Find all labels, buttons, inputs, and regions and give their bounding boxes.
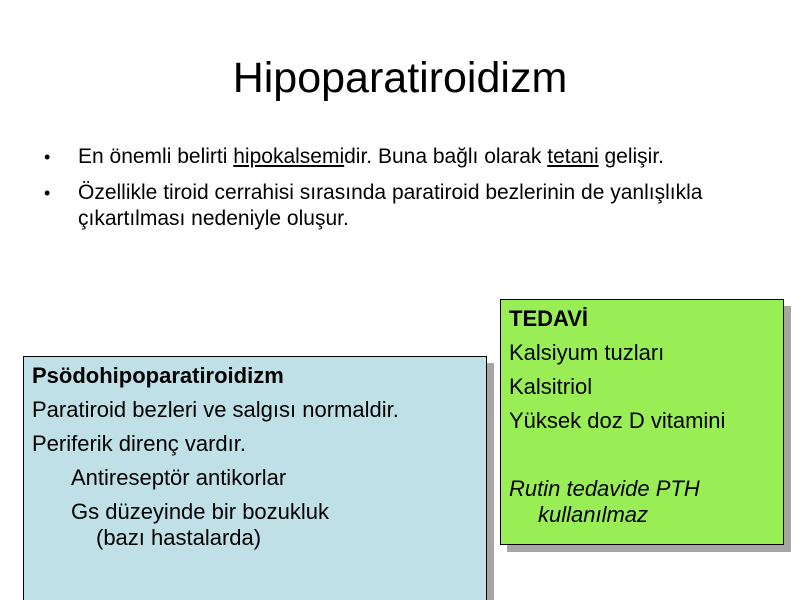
slide-title: Hipoparatiroidizm: [232, 54, 568, 102]
left-box-heading: Psödohipoparatiroidizm: [32, 363, 284, 388]
bullet-1-post: gelişir.: [598, 145, 664, 168]
bullet-1-pre: En önemli belirti: [78, 145, 234, 168]
bullet-dot-icon: •: [44, 183, 51, 203]
bullet-2-text: Özellikle tiroid cerrahisi sırasında paratiroid bezlerinin de yanlışlıkla çıkartılması nedeniyle oluşur.: [78, 181, 703, 230]
bullet-item-1: [44, 144, 764, 170]
left-box-sub-2-cont: (bazı hastalarda): [96, 525, 262, 550]
pseudohypoparathyroidism-box: [23, 356, 487, 600]
bullet-list: [44, 144, 764, 242]
bullet-1-mid: dir. Buna bağlı olarak: [344, 145, 548, 168]
right-box-line-3: Yüksek doz D vitamini: [509, 408, 726, 433]
right-box-line-2: Kalsitriol: [509, 374, 593, 399]
left-box-line-1: Paratiroid bezleri ve salgısı normaldir.: [32, 397, 399, 422]
right-box-spacer: [509, 438, 783, 472]
left-box-sub-2: Gs düzeyinde bir bozukluk: [71, 499, 330, 524]
hipokalsemi-link[interactable]: hipokalsemi: [233, 145, 345, 168]
bullet-item-2: [44, 180, 764, 232]
treatment-box: [500, 299, 784, 545]
bullet-dot-icon: •: [44, 147, 51, 167]
left-box-sub-1: Antireseptör antikorlar: [71, 465, 287, 490]
right-box-note-cont: kullanılmaz: [538, 502, 649, 527]
right-box-line-1: Kalsiyum tuzları: [509, 340, 665, 365]
right-box-note: Rutin tedavide PTH: [509, 476, 700, 501]
tetani-link[interactable]: tetani: [547, 145, 599, 168]
left-box-line-2: Periferik direnç vardır.: [32, 431, 246, 456]
right-box-heading: TEDAVİ: [509, 306, 589, 331]
